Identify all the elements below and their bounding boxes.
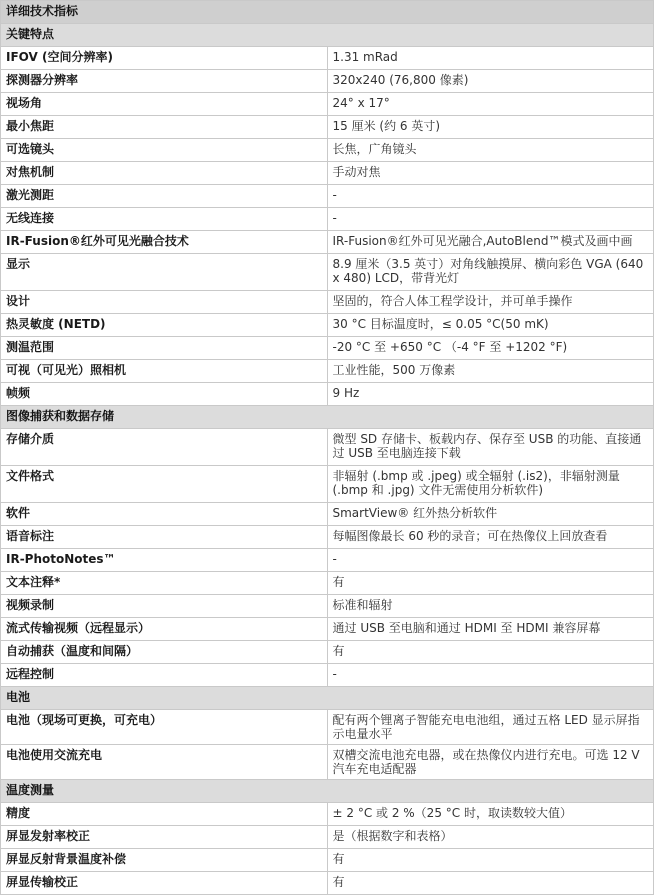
spec-value: 双槽交流电池充电器，或在热像仪内进行充电。可选 12 V 汽车充电适配器 [327, 745, 654, 780]
spec-table-body [1, 1, 654, 895]
table-row [1, 162, 654, 185]
spec-label: IR-Fusion®红外可见光融合技术 [1, 231, 328, 254]
spec-label: 文本注释* [1, 572, 328, 595]
spec-label: 最小焦距 [1, 116, 328, 139]
spec-label: 帧频 [1, 383, 328, 406]
table-row [1, 803, 654, 826]
spec-value: 320x240 (76,800 像素) [327, 70, 654, 93]
spec-value: 1.31 mRad [327, 47, 654, 70]
table-row [1, 93, 654, 116]
table-row [1, 139, 654, 162]
table-row [1, 254, 654, 291]
table-row [1, 595, 654, 618]
spec-value: 有 [327, 872, 654, 895]
section-heading: 图像捕获和数据存储 [1, 406, 654, 429]
spec-label: 屏显传输校正 [1, 872, 328, 895]
spec-label: 电池使用交流充电 [1, 745, 328, 780]
spec-value: 坚固的，符合人体工程学设计，并可单手操作 [327, 291, 654, 314]
spec-label: 视频录制 [1, 595, 328, 618]
table-row [1, 641, 654, 664]
table-row [1, 572, 654, 595]
table-row [1, 383, 654, 406]
spec-label: 屏显反射背景温度补偿 [1, 849, 328, 872]
spec-label: IFOV (空间分辨率) [1, 47, 328, 70]
table-title-row [1, 1, 654, 24]
table-row [1, 872, 654, 895]
table-row [1, 849, 654, 872]
spec-label: 语音标注 [1, 526, 328, 549]
spec-value: -20 °C 至 +650 °C （-4 °F 至 +1202 °F) [327, 337, 654, 360]
spec-value: ± 2 °C 或 2 %（25 °C 时，取读数较大值） [327, 803, 654, 826]
spec-value: 有 [327, 849, 654, 872]
table-row [1, 360, 654, 383]
table-row [1, 116, 654, 139]
table-title: 详细技术指标 [1, 1, 654, 24]
spec-label: 视场角 [1, 93, 328, 116]
spec-label: 探测器分辨率 [1, 70, 328, 93]
spec-value: 每幅图像最长 60 秒的录音；可在热像仪上回放查看 [327, 526, 654, 549]
spec-value: 9 Hz [327, 383, 654, 406]
spec-value: - [327, 664, 654, 687]
table-row [1, 231, 654, 254]
table-row [1, 526, 654, 549]
spec-value: 15 厘米 (约 6 英寸) [327, 116, 654, 139]
spec-label: 文件格式 [1, 466, 328, 503]
spec-label: 设计 [1, 291, 328, 314]
spec-value: SmartView® 红外热分析软件 [327, 503, 654, 526]
table-row [1, 664, 654, 687]
section-header-row [1, 780, 654, 803]
table-row [1, 618, 654, 641]
section-header-row [1, 24, 654, 47]
spec-label: IR-PhotoNotes™ [1, 549, 328, 572]
spec-value: 有 [327, 641, 654, 664]
spec-value: 微型 SD 存储卡、板载内存、保存至 USB 的功能、直接通过 USB 至电脑连接下载 [327, 429, 654, 466]
spec-value: - [327, 549, 654, 572]
spec-value: 长焦，广角镜头 [327, 139, 654, 162]
spec-label: 对焦机制 [1, 162, 328, 185]
section-header-row [1, 406, 654, 429]
spec-value: 手动对焦 [327, 162, 654, 185]
table-row [1, 291, 654, 314]
section-heading: 电池 [1, 687, 654, 710]
table-row [1, 466, 654, 503]
spec-value: 8.9 厘米（3.5 英寸）对角线触摸屏、横向彩色 VGA (640 x 480) LCD，带背光灯 [327, 254, 654, 291]
spec-label: 精度 [1, 803, 328, 826]
spec-label: 激光测距 [1, 185, 328, 208]
spec-label: 远程控制 [1, 664, 328, 687]
spec-label: 可选镜头 [1, 139, 328, 162]
spec-label: 测温范围 [1, 337, 328, 360]
spec-value: - [327, 185, 654, 208]
table-row [1, 710, 654, 745]
spec-label: 流式传输视频（远程显示） [1, 618, 328, 641]
spec-label: 可视（可见光）照相机 [1, 360, 328, 383]
spec-label: 自动捕获（温度和间隔） [1, 641, 328, 664]
table-row [1, 826, 654, 849]
spec-value: 有 [327, 572, 654, 595]
spec-label: 软件 [1, 503, 328, 526]
spec-label: 热灵敏度 (NETD) [1, 314, 328, 337]
spec-value: 30 °C 目标温度时，≤ 0.05 °C(50 mK) [327, 314, 654, 337]
spec-value: 配有两个锂离子智能充电电池组，通过五格 LED 显示屏指示电量水平 [327, 710, 654, 745]
table-row [1, 429, 654, 466]
spec-label: 存储介质 [1, 429, 328, 466]
table-row [1, 208, 654, 231]
spec-label: 显示 [1, 254, 328, 291]
spec-label: 电池（现场可更换，可充电） [1, 710, 328, 745]
table-row [1, 47, 654, 70]
spec-value: 非辐射 (.bmp 或 .jpeg) 或全辐射 (.is2)，非辐射测量 (.bmp 和 .jpg) 文件无需使用分析软件) [327, 466, 654, 503]
spec-value: IR-Fusion®红外可见光融合,AutoBlend™模式及画中画 [327, 231, 654, 254]
spec-label: 屏显发射率校正 [1, 826, 328, 849]
spec-label: 无线连接 [1, 208, 328, 231]
spec-value: 通过 USB 至电脑和通过 HDMI 至 HDMI 兼容屏幕 [327, 618, 654, 641]
spec-value: 工业性能，500 万像素 [327, 360, 654, 383]
section-heading: 温度测量 [1, 780, 654, 803]
table-row [1, 337, 654, 360]
table-row [1, 549, 654, 572]
spec-value: - [327, 208, 654, 231]
spec-value: 标准和辐射 [327, 595, 654, 618]
table-row [1, 503, 654, 526]
table-row [1, 70, 654, 93]
table-row [1, 745, 654, 780]
section-header-row [1, 687, 654, 710]
table-row [1, 185, 654, 208]
section-heading: 关键特点 [1, 24, 654, 47]
spec-value: 是（根据数字和表格） [327, 826, 654, 849]
spec-value: 24° x 17° [327, 93, 654, 116]
table-row [1, 314, 654, 337]
